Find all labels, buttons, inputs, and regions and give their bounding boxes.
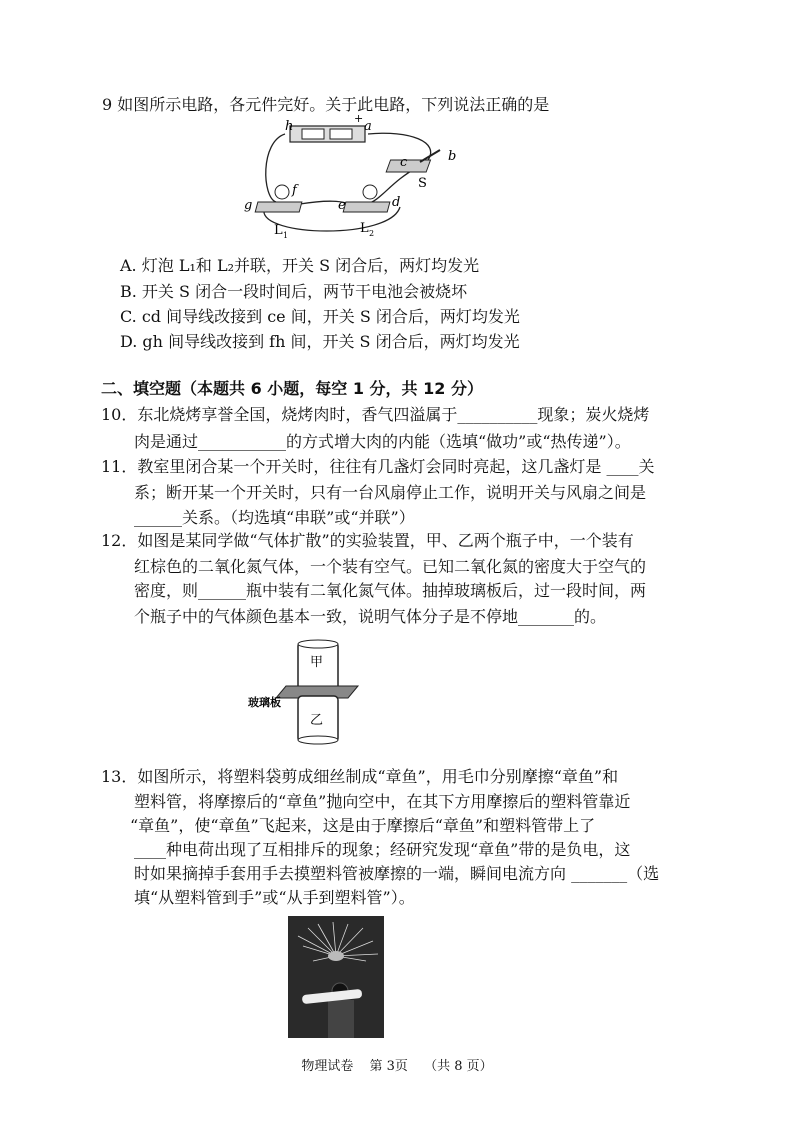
label-a: a <box>364 119 372 134</box>
q11-line2: 系；断开某一个开关时，只有一台风扇停止工作，说明开关与风扇之间是 <box>134 483 647 502</box>
q9-option-c: C. cd 间导线改接到 ce 间，开关 S 闭合后，两灯均发光 <box>120 307 520 326</box>
q13-octopus-photo <box>288 916 384 1038</box>
label-d: d <box>392 195 401 210</box>
footer-subject: 物理试卷 <box>301 1059 354 1074</box>
q9-circuit-figure <box>240 112 470 247</box>
footer-page: 第 3页 <box>369 1059 408 1074</box>
q12-line2: 红棕色的二氧化氮气体，一个装有空气。已知二氧化氮的密度大于空气的 <box>134 557 647 576</box>
q13-line6: 填“从塑料管到手”或“从手到塑料管”）。 <box>134 888 415 907</box>
label-L2-sub: 2 <box>369 229 375 238</box>
q12-bottles-figure <box>240 636 390 751</box>
label-S: S <box>418 176 427 191</box>
q9-option-a: A. 灯泡 L₁和 L₂并联，开关 S 闭合后，两灯均发光 <box>120 256 480 275</box>
q12-line3: 密度，则______瓶中装有二氧化氮气体。抽掉玻璃板后，过一段时间，两 <box>134 581 647 600</box>
glass-plate-label: 玻璃板 <box>248 696 281 709</box>
label-g: g <box>244 198 253 213</box>
label-L1: L <box>274 223 283 238</box>
q12-line1: 12．如图是某同学做“气体扩散”的实验装置，甲、乙两个瓶子中，一个装有 <box>101 531 634 550</box>
q13-line2: 塑料管，将摩擦后的“章鱼”抛向空中，在其下方用摩擦后的塑料管靠近 <box>134 792 631 811</box>
label-plus: + <box>354 112 364 125</box>
q13-line1: 13．如图所示，将塑料袋剪成细丝制成“章鱼”，用毛巾分别摩擦“章鱼”和 <box>101 767 619 786</box>
page-footer <box>0 1055 794 1074</box>
label-h: h <box>285 119 294 134</box>
label-L1-sub: 1 <box>283 231 289 240</box>
q9-option-d: D. gh 间导线改接到 fh 间，开关 S 闭合后，两灯均发光 <box>120 332 520 351</box>
q13-line4: ____种电荷出现了互相排斥的现象；经研究发现“章鱼”带的是负电，这 <box>134 840 631 859</box>
label-b: b <box>448 149 457 164</box>
q10-line2: 肉是通过___________的方式增大肉的内能（选填“做功”或“热传递”）。 <box>134 432 631 451</box>
q9-stem: 9 如图所示电路，各元件完好。关于此电路，下列说法正确的是 <box>102 95 550 114</box>
bottle-bottom-label: 乙 <box>310 713 324 728</box>
q13-line3: “章鱼”，使“章鱼”飞起来，这是由于摩擦后“章鱼”和塑料管带上了 <box>130 816 596 835</box>
label-e: e <box>338 198 346 213</box>
label-L2: L <box>360 221 369 236</box>
q13-line5: 时如果摘掉手套用手去摸塑料管被摩擦的一端，瞬间电流方向 _______（选 <box>134 864 660 883</box>
q11-line1: 11．教室里闭合某一个开关时，往往有几盏灯会同时亮起，这几盏灯是 ____关 <box>101 457 655 476</box>
q11-line3: ______关系。（均选填“串联”或“并联”） <box>134 508 415 527</box>
q9-option-b: B. 开关 S 闭合一段时间后，两节干电池会被烧坏 <box>120 282 468 301</box>
q12-line4: 个瓶子中的气体颜色基本一致，说明气体分子是不停地_______的。 <box>134 607 607 626</box>
section-title: 二、填空题（本题共 6 小题，每空 1 分，共 12 分） <box>101 379 483 398</box>
bottle-top-label: 甲 <box>310 655 324 670</box>
label-c: c <box>400 155 408 170</box>
footer-total: （共 8 页） <box>424 1059 493 1074</box>
q10-line1: 10．东北烧烤享誉全国，烧烤肉时，香气四溢属于__________现象；炭火烧烤 <box>101 405 650 424</box>
label-f: f <box>292 183 297 198</box>
